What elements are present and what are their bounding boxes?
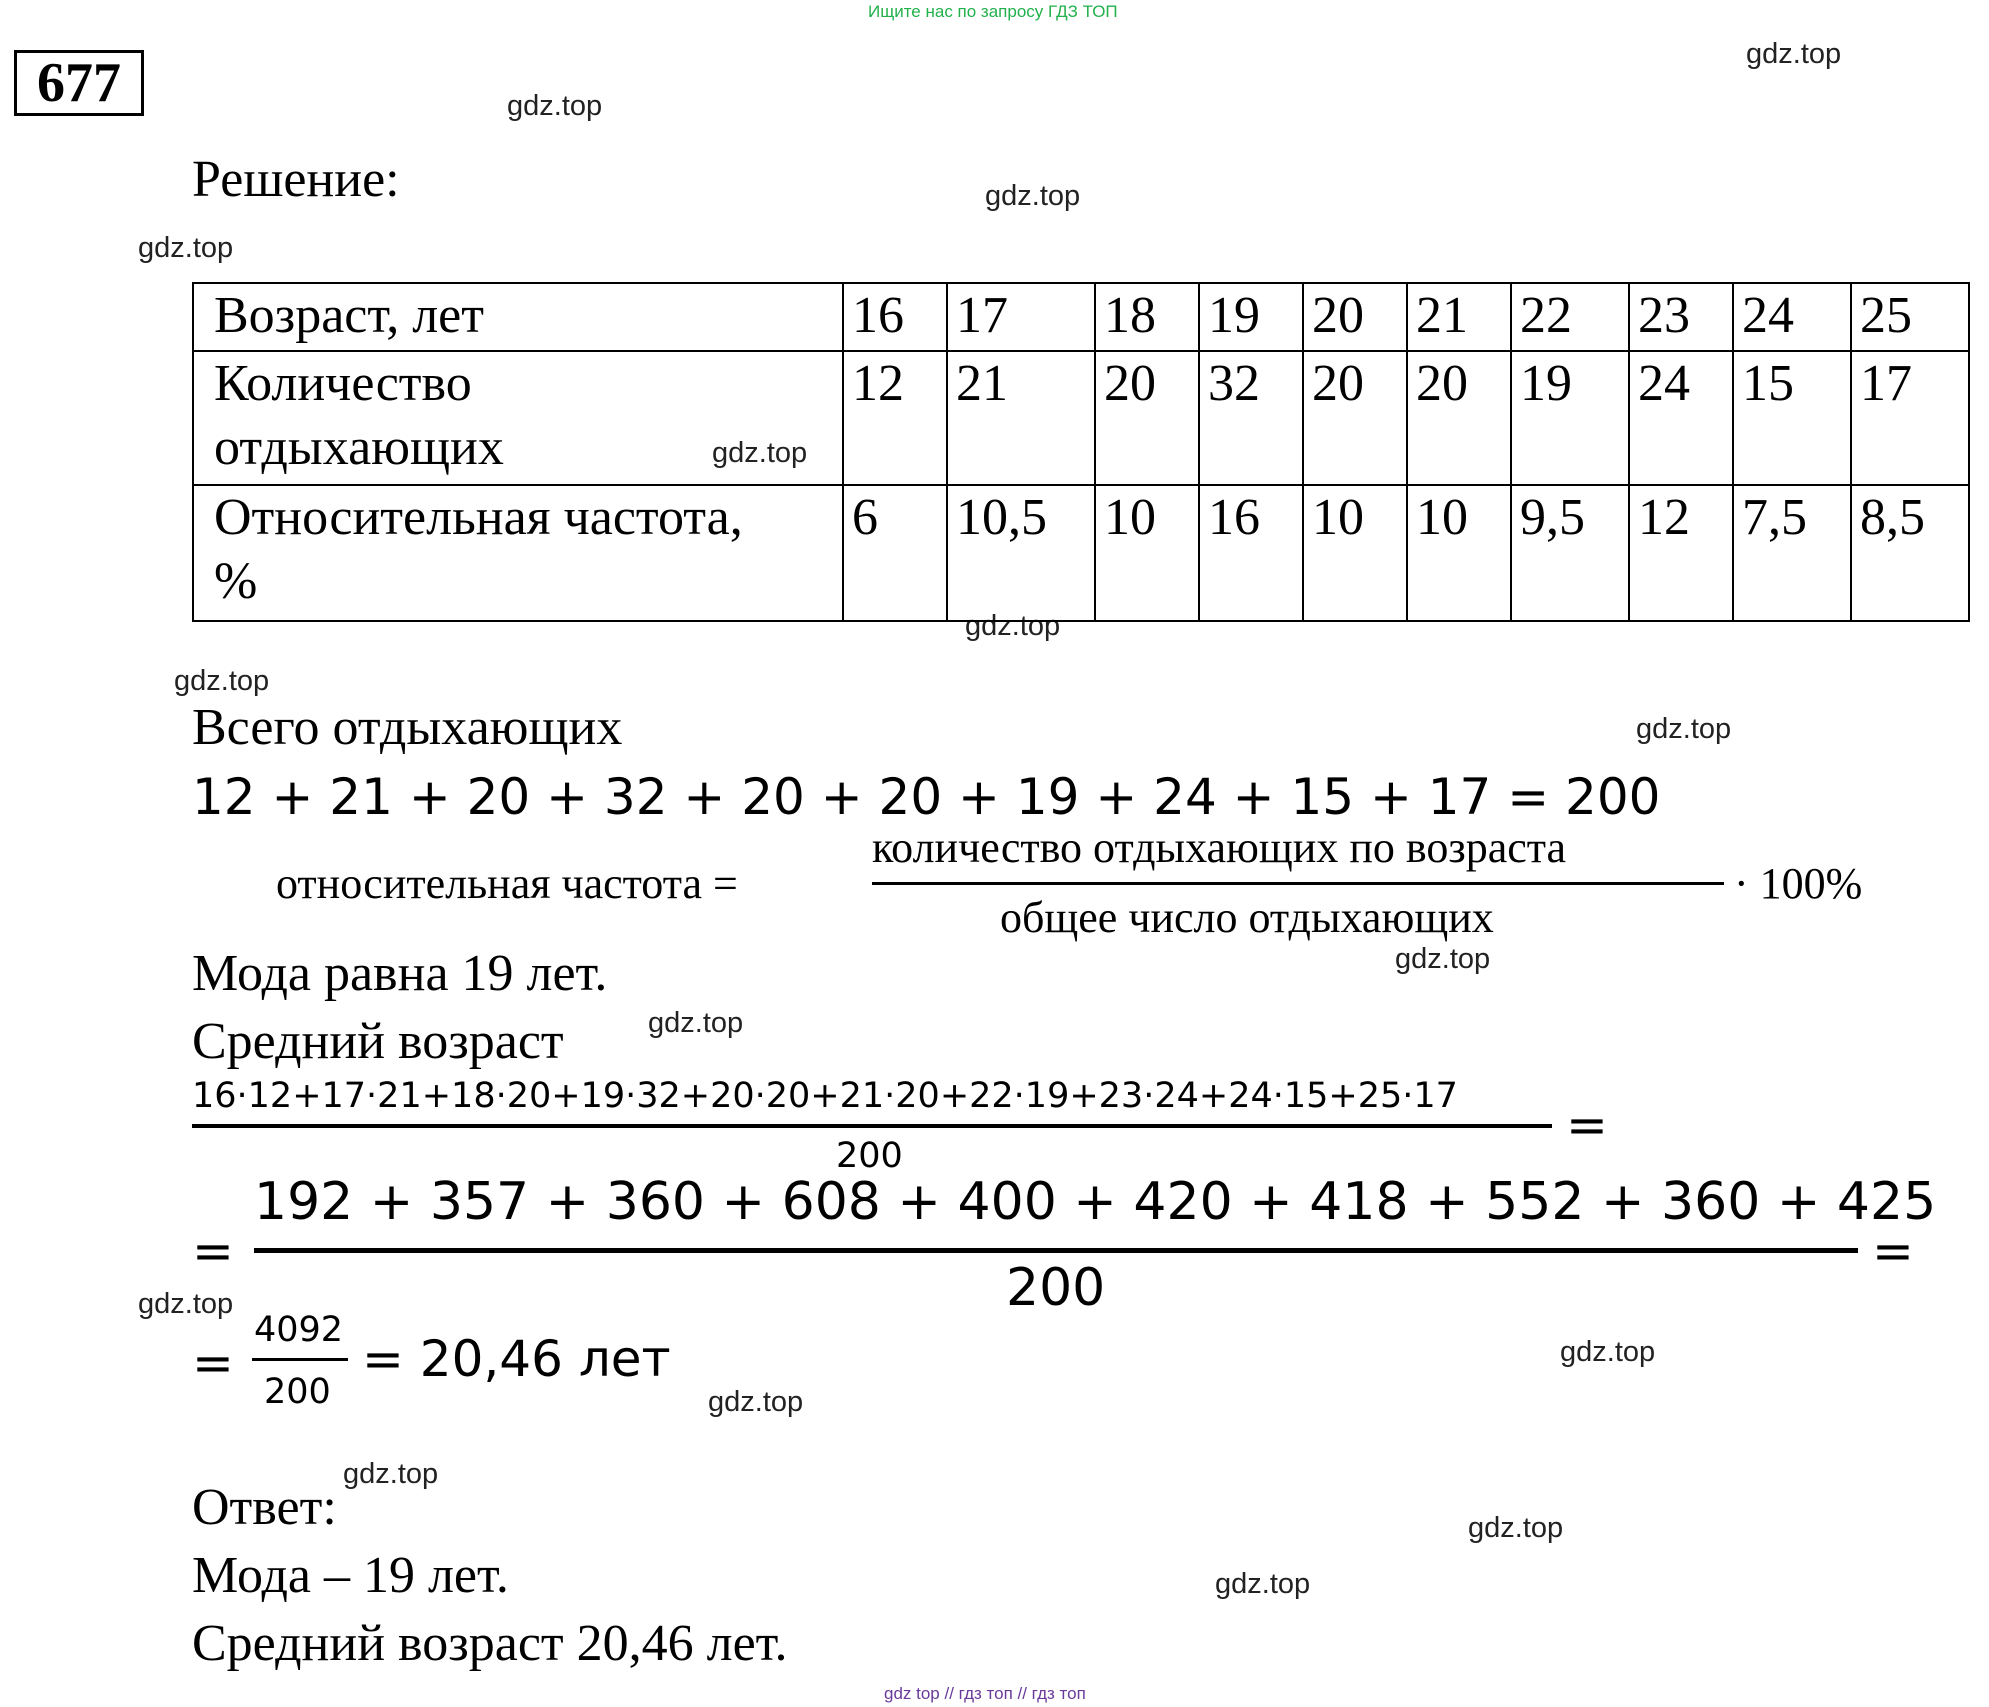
watermark: gdz.top bbox=[1636, 713, 1732, 745]
table-cell: 10 bbox=[1407, 485, 1511, 621]
frequency-table bbox=[192, 282, 1970, 622]
table-cell: 16 bbox=[1199, 485, 1303, 621]
fraction-bar bbox=[872, 882, 1724, 885]
table-cell: 21 bbox=[947, 351, 1095, 485]
table-cell: 20 bbox=[1303, 283, 1407, 351]
rel-freq-denominator: общее число отдыхающих bbox=[1000, 893, 1494, 942]
table-cell: 20 bbox=[1095, 351, 1199, 485]
row-header bbox=[193, 351, 843, 485]
mean-result: = 20,46 лет bbox=[362, 1330, 671, 1388]
bottom-banner: gdz top // гдз топ // гдз топ bbox=[884, 1684, 1086, 1703]
watermark: gdz.top bbox=[1468, 1512, 1564, 1544]
table-row bbox=[193, 485, 1969, 621]
table-cell: 25 bbox=[1851, 283, 1969, 351]
equals-sign: = bbox=[192, 1334, 234, 1392]
mean-frac2-denominator: 200 bbox=[1006, 1258, 1106, 1318]
row-header-line: % bbox=[214, 553, 258, 610]
table-cell: 32 bbox=[1199, 351, 1303, 485]
table-cell: 17 bbox=[947, 283, 1095, 351]
mode-line: Мода равна 19 лет. bbox=[192, 945, 608, 1002]
watermark: gdz.top bbox=[985, 180, 1081, 212]
mean-label: Средний возраст bbox=[192, 1013, 564, 1070]
table-cell: 20 bbox=[1407, 351, 1511, 485]
table-cell: 24 bbox=[1629, 351, 1733, 485]
mean-frac3-denominator: 200 bbox=[264, 1372, 331, 1412]
answer-label: Ответ: bbox=[192, 1479, 337, 1536]
total-expression: 12 + 21 + 20 + 32 + 20 + 20 + 19 + 24 + 15 + 17 = 200 bbox=[192, 768, 1661, 826]
table-cell: 8,5 bbox=[1851, 485, 1969, 621]
equals-sign: = bbox=[1872, 1222, 1914, 1280]
rel-freq-rhs: · 100% bbox=[1734, 859, 1863, 908]
table-cell: 19 bbox=[1199, 283, 1303, 351]
row-header-line: Относительная частота, bbox=[214, 489, 743, 546]
watermark: gdz.top bbox=[648, 1007, 744, 1039]
equals-sign: = bbox=[1566, 1096, 1608, 1154]
answer-mode: Мода – 19 лет. bbox=[192, 1547, 509, 1604]
row-header-line: отдыхающих bbox=[214, 419, 504, 476]
table-cell: 6 bbox=[843, 485, 947, 621]
watermark: gdz.top bbox=[1560, 1336, 1656, 1368]
mean-frac1-denominator: 200 bbox=[836, 1136, 903, 1176]
total-label: Всего отдыхающих bbox=[192, 699, 623, 756]
solution-label: Решение: bbox=[192, 151, 400, 208]
equals-sign: = bbox=[192, 1222, 234, 1280]
mean-frac3-numerator: 4092 bbox=[254, 1310, 344, 1350]
watermark: gdz.top bbox=[138, 232, 234, 264]
watermark: gdz.top bbox=[965, 610, 1061, 642]
table-cell: 9,5 bbox=[1511, 485, 1629, 621]
watermark: gdz.top bbox=[1746, 38, 1842, 70]
table-cell: 12 bbox=[843, 351, 947, 485]
table-cell: 18 bbox=[1095, 283, 1199, 351]
mean-frac2-numerator: 192 + 357 + 360 + 608 + 400 + 420 + 418 + 552 + 360 + 425 bbox=[254, 1172, 1937, 1232]
table-cell: 22 bbox=[1511, 283, 1629, 351]
row-header bbox=[193, 485, 843, 621]
mean-frac1-numerator: 16·12+17·21+18·20+19·32+20·20+21·20+22·19+23·24+24·15+25·17 bbox=[192, 1076, 1458, 1116]
table-cell: 19 bbox=[1511, 351, 1629, 485]
row-header: Возраст, лет bbox=[193, 283, 843, 351]
table-cell: 16 bbox=[843, 283, 947, 351]
table-cell: 7,5 bbox=[1733, 485, 1851, 621]
watermark: gdz.top bbox=[138, 1288, 234, 1320]
fraction-bar bbox=[254, 1248, 1858, 1253]
rel-freq-lhs: относительная частота = bbox=[276, 859, 738, 908]
watermark: gdz.top bbox=[1395, 943, 1491, 975]
table-cell: 15 bbox=[1733, 351, 1851, 485]
watermark: gdz.top bbox=[708, 1386, 804, 1418]
watermark: gdz.top bbox=[507, 90, 603, 122]
watermark: gdz.top bbox=[174, 665, 270, 697]
table-row bbox=[193, 283, 1969, 351]
table-cell: 23 bbox=[1629, 283, 1733, 351]
row-header-line: Количество bbox=[214, 355, 472, 412]
top-banner: Ищите нас по запросу ГДЗ ТОП bbox=[868, 2, 1118, 21]
fraction-bar bbox=[192, 1124, 1552, 1128]
table-cell: 12 bbox=[1629, 485, 1733, 621]
watermark: gdz.top bbox=[343, 1458, 439, 1490]
table-cell: 17 bbox=[1851, 351, 1969, 485]
watermark: gdz.top bbox=[712, 437, 808, 469]
table-cell: 10 bbox=[1303, 485, 1407, 621]
table-cell: 10,5 bbox=[947, 485, 1095, 621]
table-cell: 24 bbox=[1733, 283, 1851, 351]
answer-mean: Средний возраст 20,46 лет. bbox=[192, 1615, 788, 1672]
table-cell: 20 bbox=[1303, 351, 1407, 485]
problem-number: 677 bbox=[14, 50, 144, 116]
table-cell: 21 bbox=[1407, 283, 1511, 351]
watermark: gdz.top bbox=[1215, 1568, 1311, 1600]
fraction-bar bbox=[252, 1358, 348, 1361]
rel-freq-numerator: количество отдыхающих по возраста bbox=[872, 823, 1567, 872]
table-row bbox=[193, 351, 1969, 485]
table-cell: 10 bbox=[1095, 485, 1199, 621]
